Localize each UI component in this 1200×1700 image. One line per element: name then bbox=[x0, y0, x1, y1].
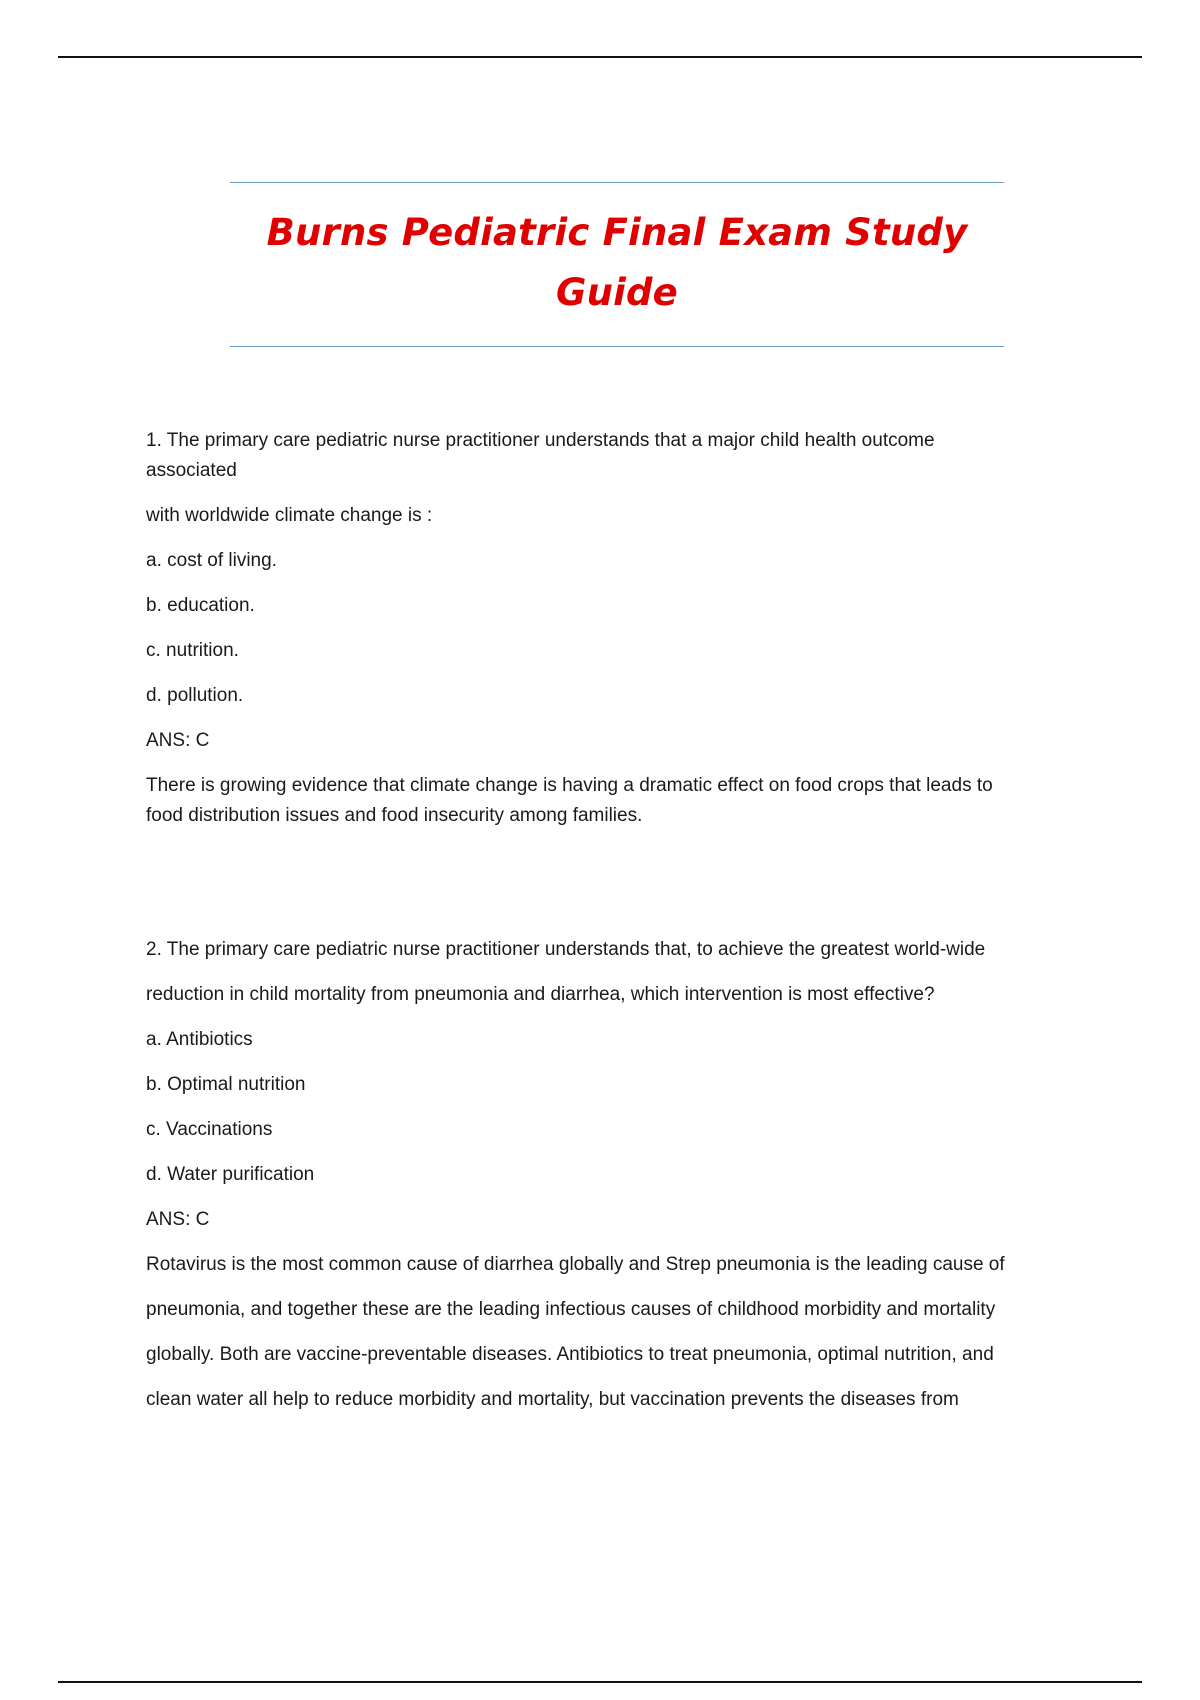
title-top-rule bbox=[230, 182, 1004, 183]
question-1-answer: ANS: C bbox=[146, 730, 210, 751]
question-2-rationale-line-1: Rotavirus is the most common cause of diarrhea globally and Strep pneumonia is the leading cause of bbox=[146, 1254, 1005, 1275]
question-1-option-a: a. cost of living. bbox=[146, 550, 277, 571]
question-2-answer: ANS: C bbox=[146, 1209, 210, 1230]
question-2-option-c: c. Vaccinations bbox=[146, 1119, 273, 1140]
page-bottom-rule bbox=[58, 1681, 1142, 1683]
question-1-text-line-2: associated bbox=[146, 460, 237, 481]
question-1-option-b: b. education. bbox=[146, 595, 255, 616]
question-2-rationale-line-4: clean water all help to reduce morbidity and mortality, but vaccination prevents the diseases from bbox=[146, 1389, 959, 1410]
question-2-option-a: a. Antibiotics bbox=[146, 1029, 253, 1050]
question-2-rationale-line-3: globally. Both are vaccine-preventable diseases. Antibiotics to treat pneumonia, optimal nutrition, and bbox=[146, 1344, 994, 1365]
question-2 bbox=[146, 935, 1076, 1415]
question-2-option-b: b. Optimal nutrition bbox=[146, 1074, 306, 1095]
question-2-text-line-1: 2. The primary care pediatric nurse practitioner understands that, to achieve the greatest world-wide bbox=[146, 939, 986, 960]
question-2-rationale-line-2: pneumonia, and together these are the leading infectious causes of childhood morbidity and mortality bbox=[146, 1299, 996, 1320]
question-1-rationale-line-1: There is growing evidence that climate change is having a dramatic effect on food crops that leads to bbox=[146, 775, 993, 796]
page-top-rule bbox=[58, 56, 1142, 58]
question-1 bbox=[146, 426, 1076, 831]
document-title: Burns Pediatric Final Exam Study Guide bbox=[266, 211, 968, 314]
document-body bbox=[146, 426, 1076, 1415]
question-1-text-line-1: 1. The primary care pediatric nurse practitioner understands that a major child health outcome bbox=[146, 430, 935, 451]
question-1-rationale-line-2: food distribution issues and food insecurity among families. bbox=[146, 805, 643, 826]
question-2-option-d: d. Water purification bbox=[146, 1164, 315, 1185]
question-1-option-c: c. nutrition. bbox=[146, 640, 239, 661]
question-1-text-line-3: with worldwide climate change is : bbox=[146, 505, 433, 526]
title-bottom-rule bbox=[230, 346, 1004, 347]
question-2-text-line-2: reduction in child mortality from pneumonia and diarrhea, which intervention is most effective? bbox=[146, 984, 935, 1005]
question-1-option-d: d. pollution. bbox=[146, 685, 244, 706]
